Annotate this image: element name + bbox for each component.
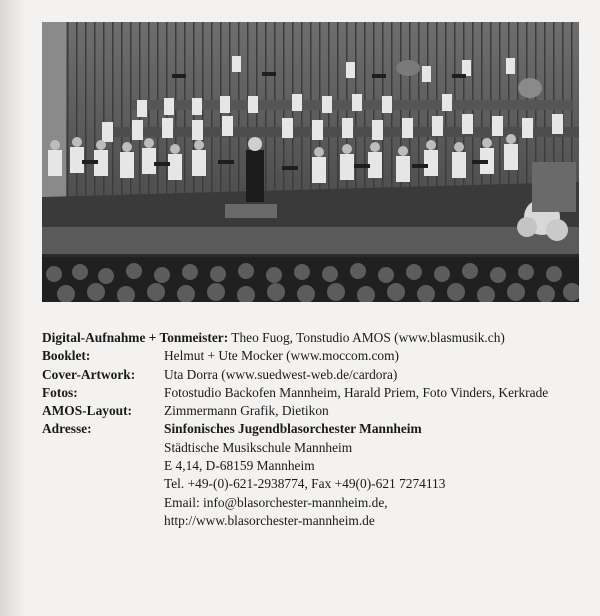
orchestra-photo [42,22,579,302]
page-fold-shadow [0,0,26,616]
credit-label-booklet: Booklet: [42,348,91,364]
credit-row-recording [42,329,582,347]
credit-row-address [42,420,582,438]
credit-row-layout [42,402,582,420]
address-line-email: Email: info@blasorchester-mannheim.de, [164,494,388,510]
credit-row-cover-artwork [42,366,582,384]
credit-row-booklet [42,347,582,365]
credit-value-layout: Zimmermann Grafik, Dietikon [164,403,329,419]
address-line-phone: Tel. +49-(0)-621-2938774, Fax +49(0)-621 7274113 [164,476,446,492]
address-line-school: Städtische Musikschule Mannheim [164,439,353,455]
credit-value-cover-artwork: Uta Dorra (www.suedwest-web.de/cardora) [164,366,398,382]
credits-block [42,329,582,530]
credit-value-photos: Fotostudio Backofen Mannheim, Harald Priem, Foto Vinders, Kerkrade [164,384,549,400]
credit-label-recording: Digital-Aufnahme + Tonmeister: [42,330,229,345]
address-line [42,439,582,457]
address-line-website: http://www.blasorchester-mannheim.de [164,512,375,528]
credit-label-photos: Fotos: [42,384,78,400]
address-line [42,475,582,493]
orchestra-photo-image [42,22,579,302]
credit-value-address-org: Sinfonisches Jugendblasorchester Mannheim [164,421,422,437]
address-line [42,512,582,530]
credit-label-cover-artwork: Cover-Artwork: [42,366,136,382]
credit-row-photos [42,384,582,402]
credit-value-recording: Theo Fuog, Tonstudio AMOS (www.blasmusik.ch) [228,330,505,345]
credit-label-address: Adresse: [42,421,92,437]
address-line-street: E 4,14, D-68159 Mannheim [164,458,315,474]
credit-label-layout: AMOS-Layout: [42,403,133,419]
credit-value-booklet: Helmut + Ute Mocker (www.moccom.com) [164,348,400,364]
address-line [42,457,582,475]
address-line [42,494,582,512]
